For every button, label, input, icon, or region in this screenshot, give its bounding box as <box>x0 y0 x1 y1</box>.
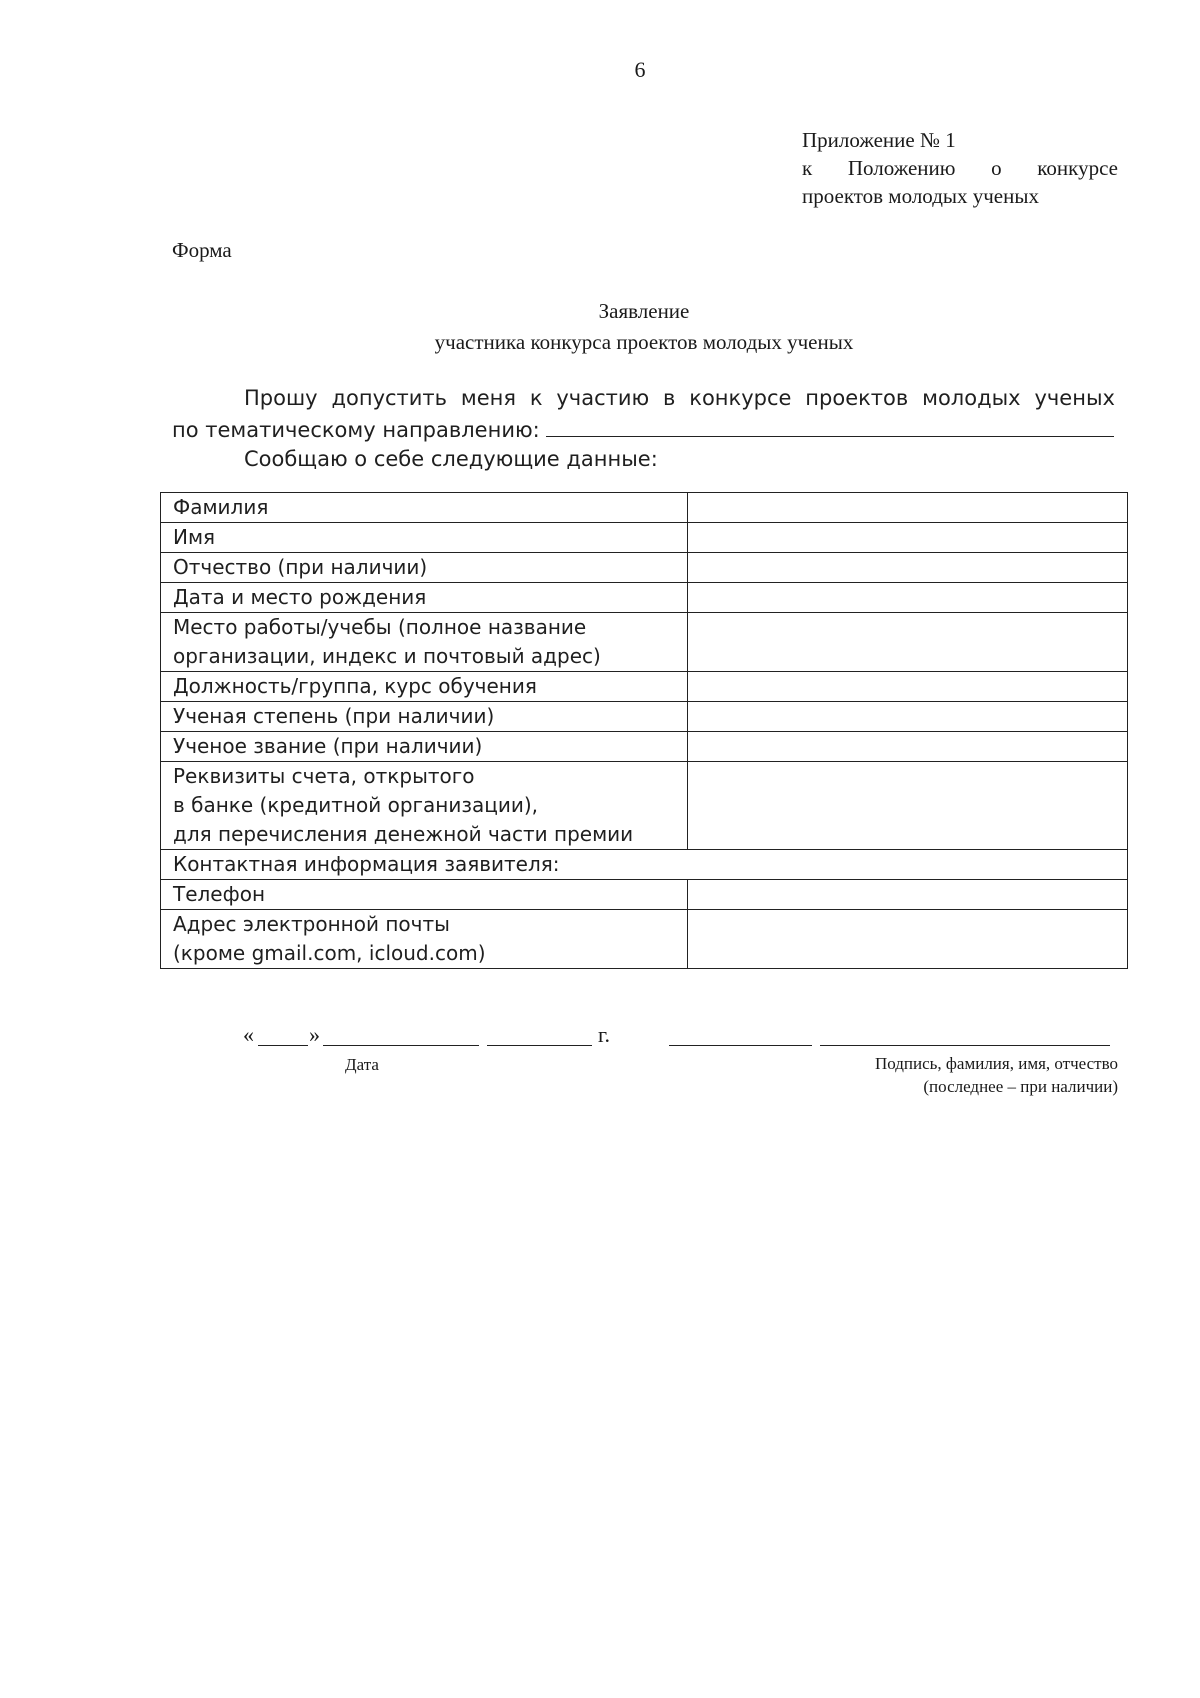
row-label-cell <box>161 553 688 583</box>
date-caption: Дата <box>345 1055 379 1074</box>
paragraph-word: к <box>529 386 543 410</box>
table-row <box>161 583 1128 613</box>
table-row <box>161 850 1128 880</box>
table-row <box>161 672 1128 702</box>
row-value-cell[interactable] <box>688 702 1128 732</box>
row-value-cell[interactable] <box>688 880 1128 910</box>
paragraph-word: конкурсе <box>689 386 792 410</box>
row-label-text: организации, индекс и почтовый адрес) <box>173 644 601 668</box>
paragraph-word: ученых <box>1034 386 1115 410</box>
row-label-text: Имя <box>173 525 216 549</box>
signature-caption-line-1: Подпись, фамилия, имя, отчество <box>874 1054 1118 1073</box>
row-label-cell <box>161 762 688 850</box>
table-row <box>161 732 1128 762</box>
row-value-cell[interactable] <box>688 523 1128 553</box>
row-label-text: Реквизиты счета, открытого <box>173 764 475 788</box>
quote-close: » <box>309 1022 320 1047</box>
title-line-2: участника конкурса проектов молодых ученых <box>434 330 854 354</box>
topic-blank-line[interactable] <box>546 416 1114 437</box>
row-label-text: Телефон <box>173 882 266 906</box>
row-value-cell[interactable] <box>688 493 1128 523</box>
table-row <box>161 910 1128 969</box>
row-label-text: Ученая степень (при наличии) <box>173 704 495 728</box>
row-value-cell[interactable] <box>688 553 1128 583</box>
annex-line-3: проектов молодых ученых <box>802 184 1039 208</box>
row-value-cell[interactable] <box>688 762 1128 850</box>
row-label-cell <box>161 910 688 969</box>
topic-label: по тематическому направлению: <box>172 418 540 442</box>
row-label-text: Должность/группа, курс обучения <box>173 674 537 698</box>
table-row <box>161 493 1128 523</box>
paragraph-word: допустить <box>331 386 448 410</box>
row-label-text: Отчество (при наличии) <box>173 555 428 579</box>
year-suffix: г. <box>598 1022 611 1047</box>
month-blank-line[interactable] <box>323 1045 479 1046</box>
annex-line-1: Приложение № 1 <box>802 128 956 152</box>
row-value-cell[interactable] <box>688 910 1128 969</box>
full-name-blank-line[interactable] <box>820 1045 1110 1046</box>
page-number: 6 <box>634 57 646 82</box>
row-label-cell <box>161 523 688 553</box>
table-row <box>161 613 1128 672</box>
row-value-cell[interactable] <box>688 583 1128 613</box>
paragraph-word: участию <box>556 386 650 410</box>
row-label-cell <box>161 732 688 762</box>
day-blank-line[interactable] <box>258 1045 308 1046</box>
table-row <box>161 553 1128 583</box>
signature-blank-line[interactable] <box>669 1045 812 1046</box>
row-label-text: (кроме gmail.com, icloud.com) <box>173 941 486 965</box>
applicant-data-table <box>160 492 1128 969</box>
row-label-text: Ученое звание (при наличии) <box>173 734 483 758</box>
title-line-1: Заявление <box>598 299 690 323</box>
row-label-text: для перечисления денежной части премии <box>173 822 634 846</box>
annex-line-2 <box>802 154 1118 182</box>
annex-header <box>802 126 1118 210</box>
row-label-text: Контактная информация заявителя: <box>173 852 560 876</box>
paragraph-word: проектов <box>805 386 909 410</box>
request-paragraph-line-1 <box>244 386 1115 410</box>
data-intro: Сообщаю о себе следующие данные: <box>244 447 658 471</box>
row-label-text: Дата и место рождения <box>173 585 427 609</box>
signature-caption-line-2: (последнее – при наличии) <box>923 1077 1118 1096</box>
table-row <box>161 762 1128 850</box>
row-label-cell <box>161 493 688 523</box>
row-label-text: в банке (кредитной организации), <box>173 793 539 817</box>
paragraph-word: Прошу <box>244 386 318 410</box>
row-value-cell[interactable] <box>688 613 1128 672</box>
annex-word: к <box>802 156 813 180</box>
annex-word: о <box>991 156 1002 180</box>
document-title <box>0 296 1200 358</box>
row-label-text: Фамилия <box>173 495 269 519</box>
table-row <box>161 702 1128 732</box>
paragraph-word: меня <box>460 386 516 410</box>
paragraph-word: молодых <box>922 386 1021 410</box>
row-label-text: Место работы/учебы (полное название <box>173 615 587 639</box>
row-label-cell <box>161 880 688 910</box>
paragraph-word: в <box>663 386 676 410</box>
row-label-cell <box>161 702 688 732</box>
row-label-text: Адрес электронной почты <box>173 912 450 936</box>
row-label-cell <box>161 850 1128 880</box>
row-label-cell <box>161 672 688 702</box>
annex-word: конкурсе <box>1037 156 1118 180</box>
table-row <box>161 880 1128 910</box>
row-label-cell <box>161 583 688 613</box>
row-value-cell[interactable] <box>688 672 1128 702</box>
row-value-cell[interactable] <box>688 732 1128 762</box>
form-label: Форма <box>172 238 232 262</box>
year-blank-line[interactable] <box>487 1045 592 1046</box>
table-row <box>161 523 1128 553</box>
quote-open: « <box>243 1022 254 1047</box>
row-label-cell <box>161 613 688 672</box>
request-paragraph-line-2 <box>172 416 1114 442</box>
annex-word: Положению <box>847 156 956 180</box>
